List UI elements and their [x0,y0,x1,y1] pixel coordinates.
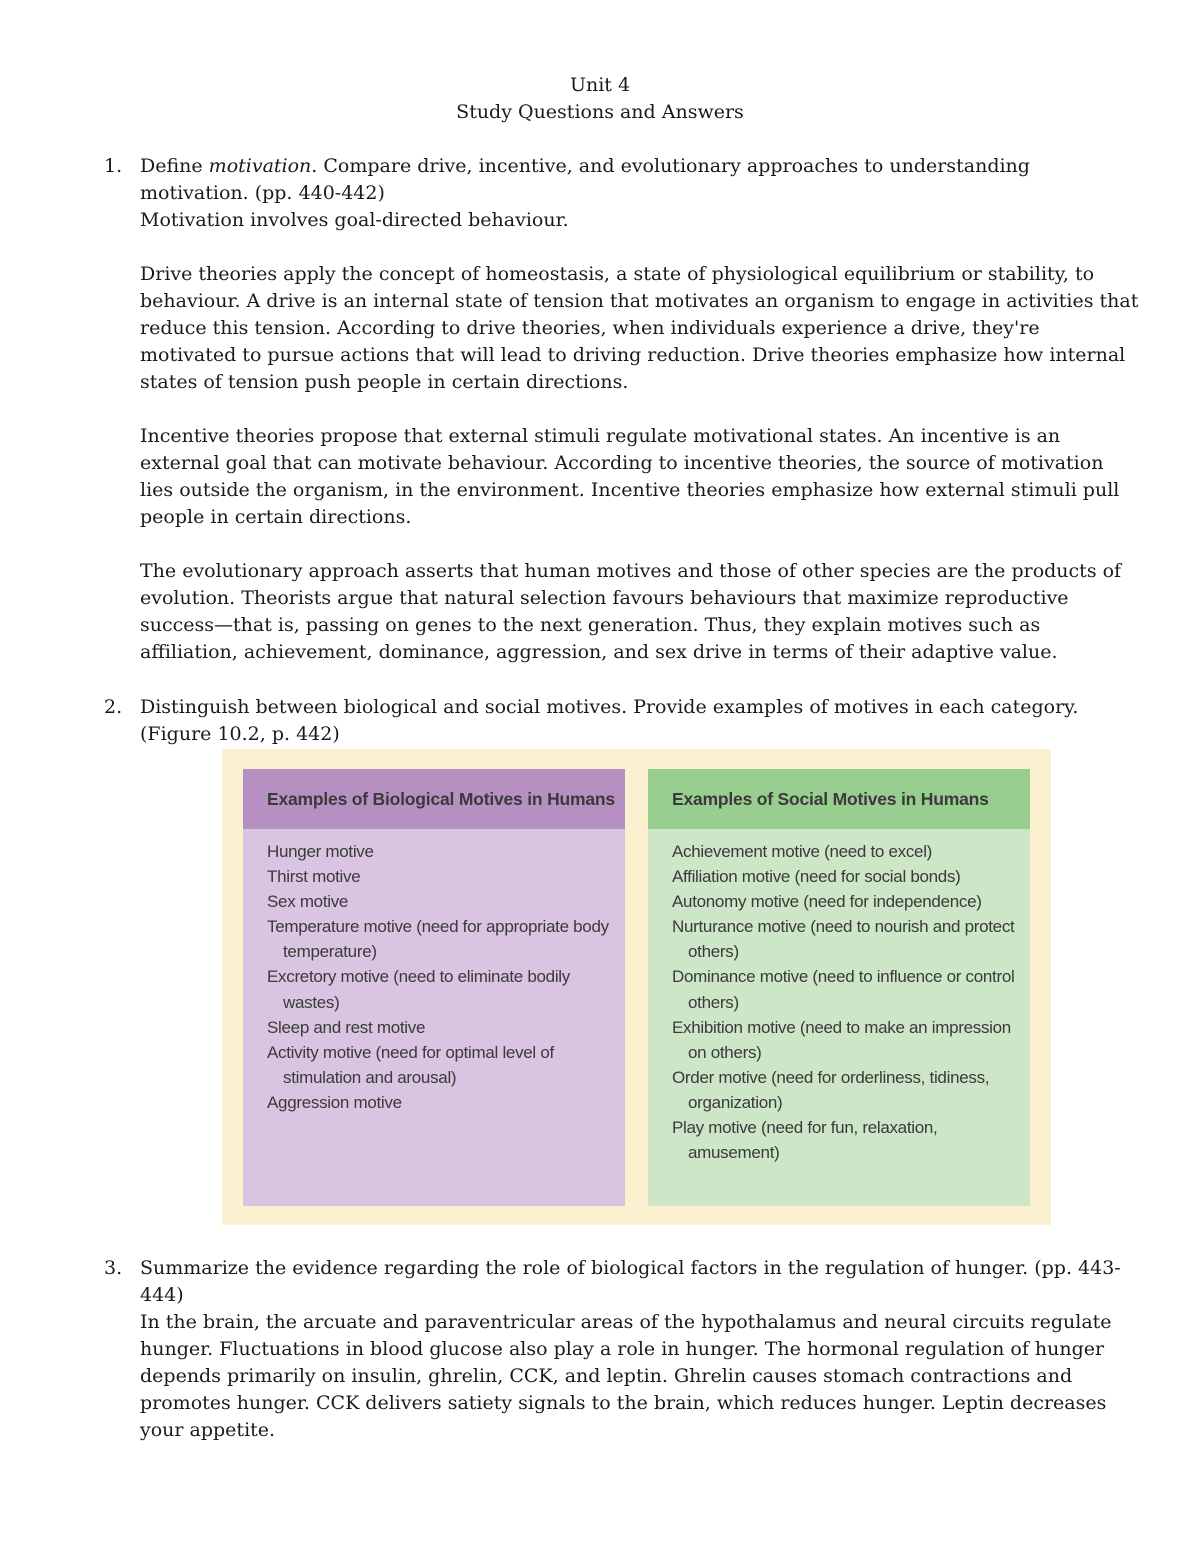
emphasized-term: motivation [208,155,312,177]
list-item: Exhibition motive (need to make an impression on others) [672,1017,1011,1062]
question-3 [140,1255,1140,1444]
question-number: 3. [104,1257,123,1279]
question-2 [140,694,1140,748]
question-number: 2. [104,696,123,718]
question-1 [140,153,1140,666]
social-motives-list [648,829,1030,1165]
list-item: Sex motive [267,892,349,912]
list-item: Order motive (need for orderliness, tidiness, organization) [672,1067,990,1112]
answer-intro: Motivation involves goal-directed behaviour. [140,209,569,231]
page-subtitle: Study Questions and Answers [456,101,744,123]
page-title: Unit 4 [569,74,631,96]
answer-paragraph-incentive: Incentive theories propose that external stimuli regulate motivational states. An incentive is an external goal that can motivate behaviour. According to incentive theories, the source of motivation lies outside the organism, in the environment. Incentive theories emphasize how external stimuli pull people in certain directions. [140,425,1120,528]
list-item: Affiliation motive (need for social bonds) [672,867,961,887]
social-motives-header: Examples of Social Motives in Humans [648,769,1030,829]
biological-motives-header: Examples of Biological Motives in Humans [243,769,625,829]
question-text: Define motivation. Compare drive, incentive, and evolutionary approaches to understanding motivation. (pp. 440-442) [140,155,1030,204]
list-item: Hunger motive [267,842,374,861]
question-number: 1. [104,155,123,177]
list-item: Excretory motive (need to eliminate bodily wastes) [267,967,570,1012]
list-item: Thirst motive [267,867,361,887]
list-item: Dominance motive (need to influence or control others) [672,967,1015,1012]
list-item: Autonomy motive (need for independence) [672,892,982,912]
list-item: Achievement motive (need to excel) [672,842,933,861]
list-item: Aggression motive [267,1092,402,1112]
list-item: Temperature motive (need for appropriate body temperature) [267,917,609,962]
list-item: Play motive (need for fun, relaxation, amusement) [672,1118,938,1163]
question-text: Summarize the evidence regarding the role of biological factors in the regulation of hunger. (pp. 443-444) [140,1257,1121,1306]
answer-paragraph: In the brain, the arcuate and paraventricular areas of the hypothalamus and neural circuits regulate hunger. Fluctuations in blood glucose also play a role in hunger. The hormonal regulation of hunger depends primarily on insulin, ghrelin, CCK, and leptin. Ghrelin causes stomach contractions and promotes hunger. CCK delivers satiety signals to the brain, which reduces hunger. Leptin decreases your appetite. [140,1311,1112,1441]
list-item: Activity motive (need for optimal level of stimulation and arousal) [267,1042,554,1087]
biological-motives-list [243,829,625,1115]
answer-paragraph-evolution: The evolutionary approach asserts that human motives and those of other species are the products of evolution. Theorists argue that natural selection favours behaviours that maximize reproductive success—that is, passing on genes to the next generation. Thus, they explain motives such as affiliation, achievement, dominance, aggression, and sex drive in terms of their adaptive value. [140,560,1122,663]
motives-figure [222,749,1051,1225]
answer-paragraph-drive: Drive theories apply the concept of homeostasis, a state of physiological equilibrium or stability, to behaviour. A drive is an internal state of tension that motivates an organism to engage in activities that reduce this tension. According to drive theories, when individuals experience a drive, they're motivated to pursue actions that will lead to driving reduction. Drive theories emphasize how internal states of tension push people in certain directions. [140,263,1139,393]
social-motives-panel [648,769,1030,1206]
question-text: Distinguish between biological and social motives. Provide examples of motives in each category. (Figure 10.2, p. 442) [140,696,1079,745]
list-item: Sleep and rest motive [267,1017,426,1037]
biological-motives-panel [243,769,625,1206]
list-item: Nurturance motive (need to nourish and protect others) [672,917,1015,962]
